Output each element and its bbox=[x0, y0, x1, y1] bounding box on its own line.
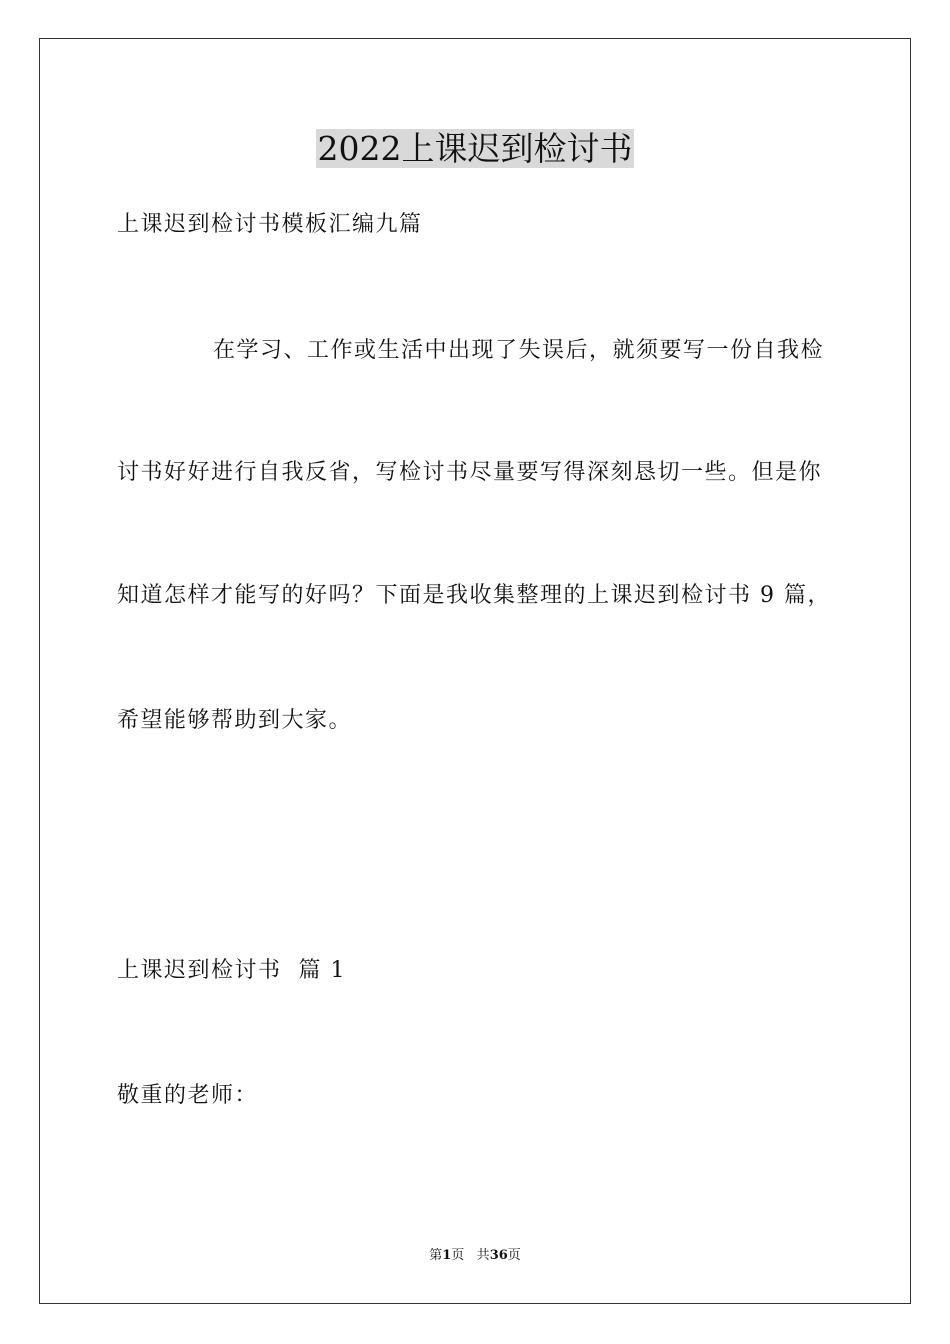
document-subtitle: 上课迟到检讨书模板汇编九篇 bbox=[117, 212, 423, 237]
footer-page-prefix: 第 bbox=[429, 1248, 443, 1263]
salutation: 敬重的老师： bbox=[117, 1083, 259, 1108]
intro-paragraph-line: 讨书好好进行自我反省，写检讨书尽量要写得深刻恳切一些。但是你 bbox=[117, 460, 823, 485]
footer-total-suffix: 页 bbox=[507, 1248, 521, 1263]
section-heading: 上课迟到检讨书 篇 1 bbox=[117, 958, 346, 983]
document-title-text: 2022上课迟到检讨书 bbox=[317, 129, 633, 168]
page-footer bbox=[0, 1247, 950, 1265]
footer-page-suffix: 页 bbox=[451, 1248, 465, 1263]
intro-paragraph-line: 在学习、工作或生活中出现了失误后，就须要写一份自我检 bbox=[213, 338, 825, 363]
intro-paragraph-line: 知道怎样才能写的好吗？下面是我收集整理的上课迟到检讨书 9 篇， bbox=[117, 583, 831, 608]
footer-total-prefix: 共 bbox=[476, 1248, 490, 1263]
footer-page-number: 1 bbox=[442, 1248, 452, 1263]
document-title bbox=[0, 128, 950, 170]
footer-total-pages: 36 bbox=[489, 1248, 508, 1263]
intro-paragraph-line: 希望能够帮助到大家。 bbox=[117, 708, 353, 733]
